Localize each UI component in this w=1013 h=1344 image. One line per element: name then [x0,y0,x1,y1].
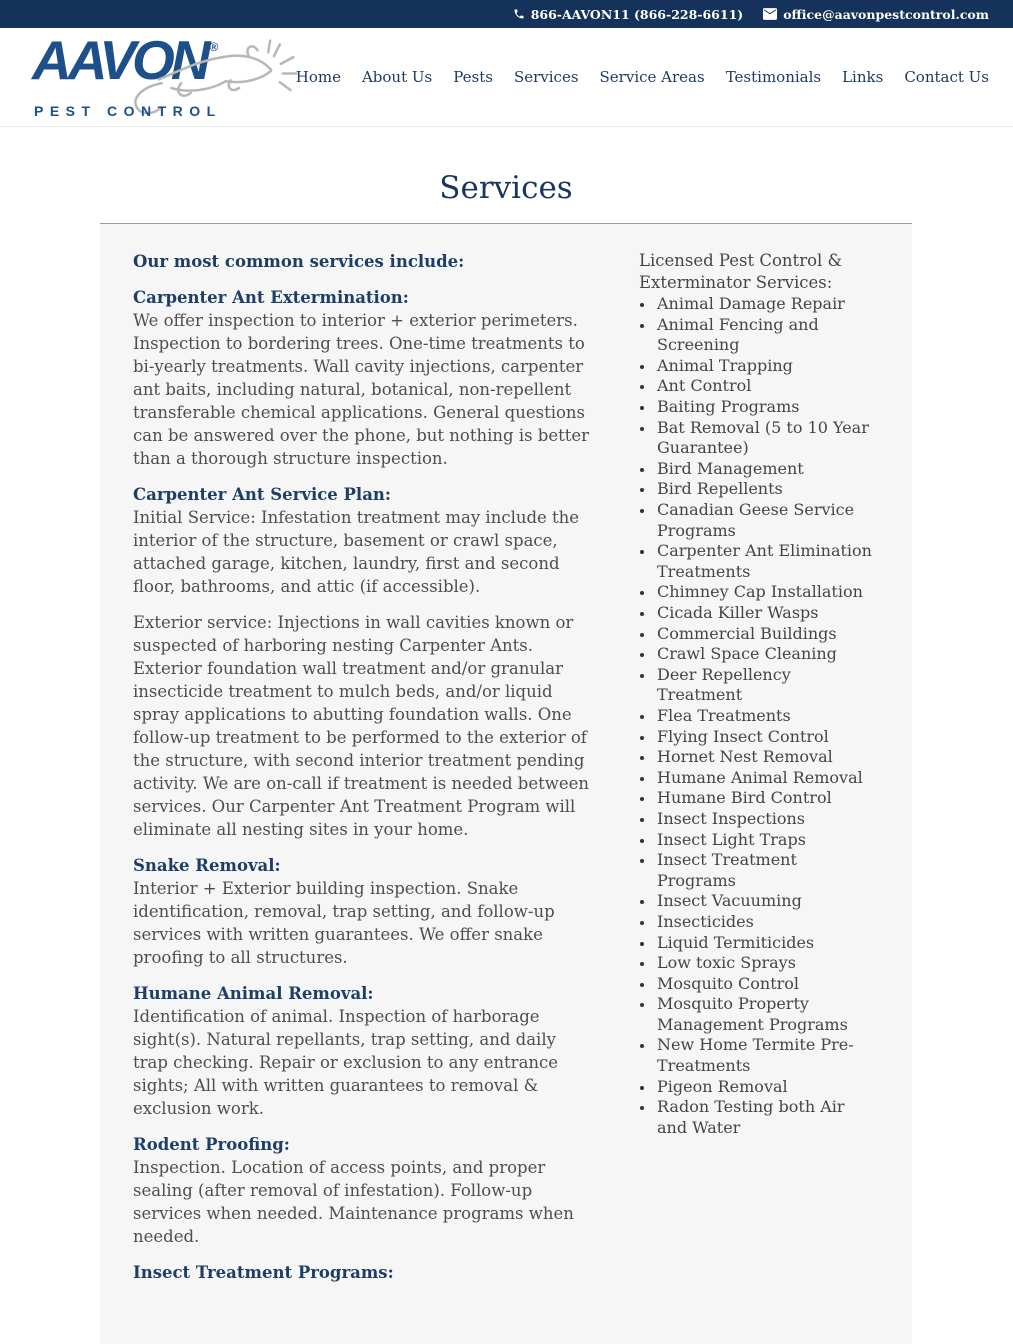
sidebar-heading: Licensed Pest Control & Exterminator Services: [639,251,843,293]
services-content [133,250,595,1284]
service-list-item: • Insect Treatment Programs [655,850,879,891]
service-list-item: • Flea Treatments [655,706,879,727]
service-paragraph: Identification of animal. Inspection of harborage sight(s). Natural repellants, trap setting, and daily trap checking. Repair or exclusion to any entrance sights; All with written guarantees to removal & exclusion work. [133,1007,559,1119]
service-section-humane-animal-removal [133,982,595,1120]
services-sidebar [639,250,879,1284]
service-section-heading: Rodent Proofing: [133,1135,290,1155]
service-section-heading: Humane Animal Removal: [133,984,374,1004]
service-paragraph: Initial Service: Infestation treatment may include the interior of the structure, basement or crawl space, attached garage, kitchen, laundry, first and second floor, bathrooms, and attic (if accessible). [133,508,580,597]
email-address: office@aavonpestcontrol.com [783,6,989,22]
service-list-item: • Liquid Termiticides [655,933,879,954]
service-section-heading: Snake Removal: [133,856,281,876]
service-section-carpenter-ant-extermination [133,286,595,470]
email-link[interactable] [763,7,989,22]
service-list-item: • Canadian Geese Service Programs [655,500,879,541]
service-list-item: • Animal Trapping [655,356,879,377]
nav-item-about-us[interactable]: About Us [361,68,433,86]
nav-item-services[interactable]: Services [513,68,579,86]
phone-link[interactable] [513,7,744,22]
service-paragraph: Exterior service: Injections in wall cavities known or suspected of harboring nesting Carpenter Ants. Exterior foundation wall treatment and/or granular insecticide treatment to mulch beds, and/or liquid spray applications to abutting foundation walls. One follow-up treatment to be performed to the exterior of the structure, with second interior treatment pending activity. We are on-call if treatment is needed between services. Our Carpenter Ant Treatment Program will eliminate all nesting sites in your home. [133,613,590,840]
service-list-item: • Bird Management [655,459,879,480]
logo-wordmark: AAVON ® [32,29,219,91]
service-list-item: • Bird Repellents [655,479,879,500]
service-list-item: • Animal Damage Repair [655,294,879,315]
service-list-item: • Mosquito Property Management Programs [655,994,879,1035]
nav-item-service-areas[interactable]: Service Areas [599,68,705,86]
logo-tagline: PEST CONTROL [34,103,222,119]
service-section-insect-treatment-programs [133,1261,595,1284]
service-list-item: • Insect Vacuuming [655,891,879,912]
nav-item-home[interactable]: Home [295,68,341,86]
service-list-item: • Bat Removal (5 to 10 Year Guarantee) [655,418,879,459]
service-paragraph: Interior + Exterior building inspection. Snake identification, removal, trap setting, and follow-up services with written guarantees. We offer snake proofing to all structures. [133,879,555,968]
service-list-item: • Pigeon Removal [655,1077,879,1098]
content-box [100,223,912,1344]
envelope-icon [763,8,777,20]
service-list-item: • Deer Repellency Treatment [655,665,879,706]
service-list-item: • Insecticides [655,912,879,933]
service-section-heading: Insect Treatment Programs: [133,1263,394,1283]
service-section-heading: Carpenter Ant Extermination: [133,288,409,308]
service-section-rodent-proofing [133,1133,595,1248]
services-intro: Our most common services include: [133,252,465,272]
service-list-item: • Insect Light Traps [655,830,879,851]
phone-icon [513,8,525,20]
service-list-item: • Animal Fencing and Screening [655,315,879,356]
nav-item-contact-us[interactable]: Contact Us [904,68,989,86]
service-section-carpenter-ant-service-plan [133,483,595,841]
service-list-item: • Cicada Killer Wasps [655,603,879,624]
service-paragraph: Inspection. Location of access points, and proper sealing (after removal of infestation). Follow-up services when needed. Maintenance programs when needed. [133,1158,574,1247]
service-list-item: • Insect Inspections [655,809,879,830]
phone-number: 866-AAVON11 (866-228-6611) [530,6,744,22]
topbar [0,0,1013,28]
service-list-item: • Humane Animal Removal [655,768,879,789]
service-list-item: • Commercial Buildings [655,624,879,645]
service-list-item: • Chimney Cap Installation [655,582,879,603]
nav-item-pests[interactable]: Pests [453,68,493,86]
service-list-item: • New Home Termite Pre-Treatments [655,1035,879,1076]
nav-item-testimonials[interactable]: Testimonials [725,68,822,86]
site-header [0,28,1013,127]
service-list-item: • Mosquito Control [655,974,879,995]
nav-item-links[interactable]: Links [842,68,884,86]
service-list-item: • Low toxic Sprays [655,953,879,974]
service-list-item: • Crawl Space Cleaning [655,644,879,665]
service-list-item: • Hornet Nest Removal [655,747,879,768]
service-list-item: • Baiting Programs [655,397,879,418]
service-section-heading: Carpenter Ant Service Plan: [133,485,391,505]
service-list-item: • Radon Testing both Air and Water [655,1097,879,1138]
page-title: Services [439,170,573,206]
services-list [639,294,879,1138]
service-list-item: • Ant Control [655,376,879,397]
service-list-item: • Humane Bird Control [655,788,879,809]
service-paragraph: We offer inspection to interior + exterior perimeters. Inspection to bordering trees. One-time treatments to bi-yearly treatments. Wall cavity injections, carpenter ant baits, including natural, botanical, non-repellent transferable chemical applications. General questions can be answered over the phone, but nothing is better than a thorough structure inspection. [133,311,590,469]
main-nav [296,68,989,86]
main-content [0,171,1013,1344]
service-section-snake-removal [133,854,595,969]
registered-mark: ® [209,40,219,54]
logo[interactable] [26,31,286,123]
service-list-item: • Flying Insect Control [655,727,879,748]
service-list-item: • Carpenter Ant Elimination Treatments [655,541,879,582]
services-sections [133,286,595,1284]
